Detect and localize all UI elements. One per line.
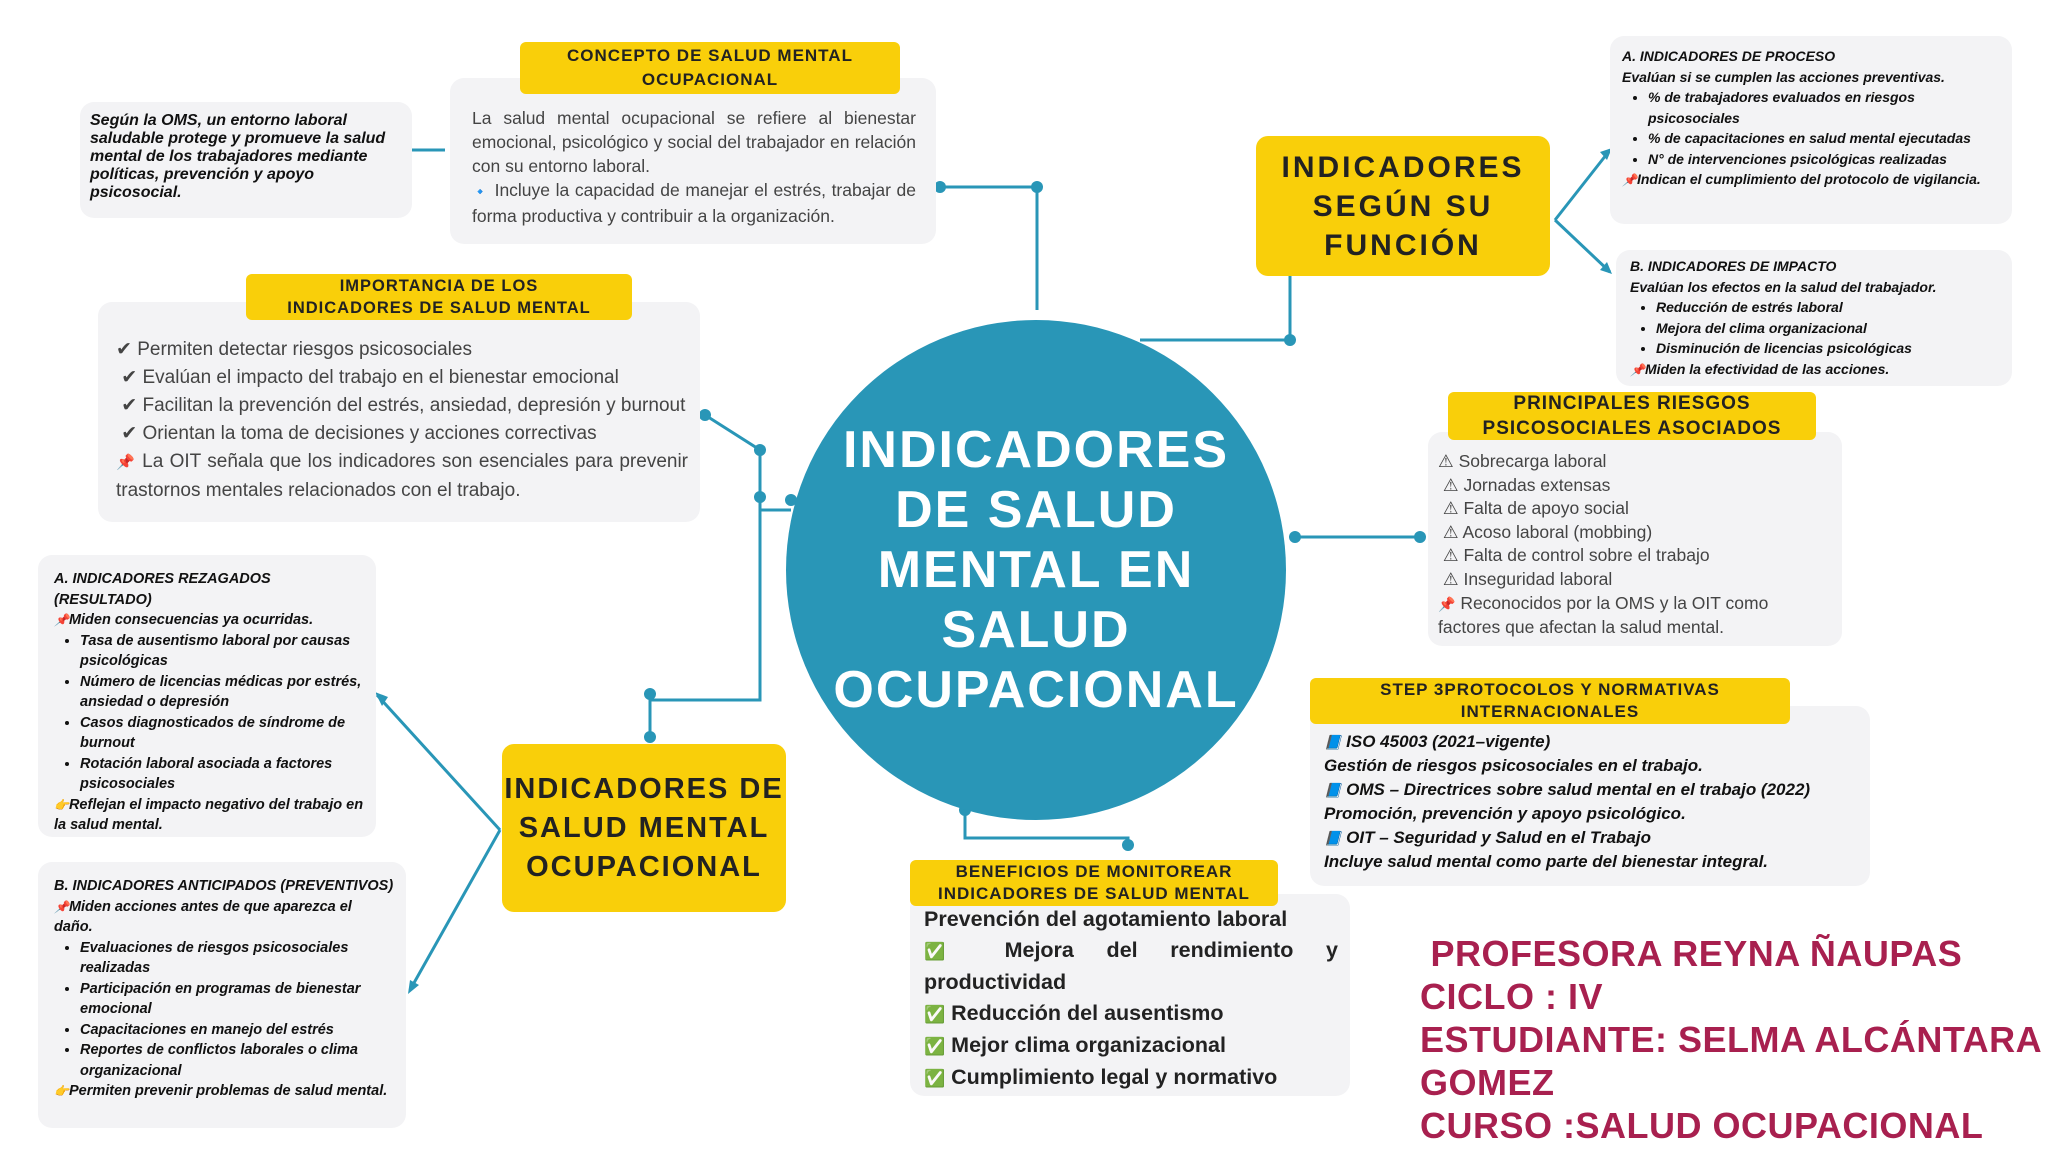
protocolo-desc: Promoción, prevención y apoyo psicológico. [1324,804,1686,823]
credits-line: CURSO :SALUD OCUPACIONAL [1420,1105,1984,1146]
beneficio-item: ✅ Cumplimiento legal y normativo [924,1065,1278,1089]
check-box-icon: ✅ [924,1069,946,1088]
check-icon: ✔ [121,423,138,444]
list-item: • Disminución de licencias psicológicas [1656,338,2000,359]
beneficio-first: Prevención del agotamiento laboral [924,907,1288,931]
pointing-hand-icon: 👉 [54,1084,69,1098]
pushpin-icon: 📌 [1438,595,1456,612]
list-item: • Evaluaciones de riesgos psicosociales realizadas [80,938,394,979]
concepto-paragraph-2: 🔹 Incluye la capacidad de manejar el estrés, trabajar de forma productiva y contribuir a la organización. [472,180,916,226]
importancia-item: ✔ Permiten detectar riesgos psicosociales [116,339,472,360]
protocolos-card [1310,706,1870,886]
importancia-title: IMPORTANCIA DE LOS INDICADORES DE SALUD MENTAL [246,274,632,320]
oms-note-text: Según la OMS, un entorno laboral saludable protege y promueve la salud mental de los trabajadores mediante políticas, prevención y apoyo psicosocial. [90,112,386,201]
riesgo-item: ⚠ Acoso laboral (mobbing) [1442,521,1653,542]
credits-block [1420,932,2042,1147]
warning-icon: ⚠ [1438,451,1454,471]
protocolo-head: 📘 ISO 45003 (2021–vigente) [1324,732,1551,751]
central-topic-line: MENTAL EN [877,541,1195,599]
anticipados-list [54,938,394,1082]
anticipados-title: B. INDICADORES ANTICIPADOS (PREVENTIVOS) [54,878,394,894]
riesgo-item: ⚠ Falta de control sobre el trabajo [1442,545,1710,566]
list-item: • % de capacitaciones en salud mental ejecutadas [1648,128,2000,149]
list-item: • Rotación laboral asociada a factores psicosociales [80,754,364,795]
list-item: • Capacitaciones en manejo del estrés [80,1020,394,1041]
anticipados-outro: 👉Permiten prevenir problemas de salud mental. [54,1083,388,1099]
impacto-outro: 📌Miden la efectividad de las acciones. [1630,360,1890,377]
indicadores-ocupacional-label: INDICADORES DE SALUD MENTAL OCUPACIONAL [502,744,786,912]
anticipados-card [38,862,406,1128]
protocolo-desc: Gestión de riesgos psicosociales en el trabajo. [1324,756,1703,775]
impacto-card [1616,250,2012,386]
beneficios-card [910,894,1350,1096]
check-icon: ✔ [121,367,138,388]
beneficio-item: ✅ Reducción del ausentismo [924,1001,1224,1025]
riesgos-card [1428,432,1842,646]
check-box-icon: ✅ [924,942,972,961]
beneficio-item: ✅ Mejora del rendimiento y productividad [924,938,1338,994]
warning-icon: ⚠ [1442,498,1459,519]
proceso-intro: Evalúan si se cumplen las acciones preventivas. [1622,68,1945,85]
importancia-item: ✔ Evalúan el impacto del trabajo en el bienestar emocional [121,367,619,388]
proceso-outro: 📌Indican el cumplimiento del protocolo de vigilancia. [1622,171,1981,187]
riesgo-item: ⚠ Sobrecarga laboral [1438,451,1607,471]
pushpin-icon: 📌 [116,454,136,471]
impacto-intro: Evalúan los efectos en la salud del trabajador. [1630,278,1937,295]
check-icon: ✔ [116,339,132,360]
pushpin-icon: 📌 [1622,173,1637,187]
credits-line: GOMEZ [1420,1062,1555,1103]
importancia-note: 📌 La OIT señala que los indicadores son esenciales para prevenir trastornos mentales relacionados con el trabajo. [116,451,688,501]
diamond-icon: 🔹 [472,184,489,199]
importancia-item: ✔ Facilitan la prevención del estrés, ansiedad, depresión y burnout [121,395,686,416]
list-item: • Casos diagnosticados de síndrome de burnout [80,713,364,754]
warning-icon: ⚠ [1442,545,1459,566]
rezagados-card [38,555,376,837]
protocolo-head: 📘 OMS – Directrices sobre salud mental en el trabajo (2022) [1324,780,1811,799]
protocolo-head: 📘 OIT – Seguridad y Salud en el Trabajo [1324,828,1651,847]
warning-icon: ⚠ [1442,568,1459,589]
list-item: • Participación en programas de bienestar emocional [80,979,394,1020]
check-icon: ✔ [121,395,138,416]
list-item: • Número de licencias médicas por estrés, ansiedad o depresión [80,672,364,713]
check-box-icon: ✅ [924,1005,946,1024]
list-item: • Reportes de conflictos laborales o clima organizacional [80,1040,394,1081]
book-icon: 📘 [1324,830,1342,846]
pushpin-icon: 📌 [54,613,69,627]
rezagados-outro: 👉Reflejan el impacto negativo del trabajo en la salud mental. [54,796,364,833]
credits-line: ESTUDIANTE: SELMA ALCÁNTARA [1420,1019,2043,1060]
list-item: • N° de intervenciones psicológicas realizadas [1648,149,2000,170]
oms-note-card [80,102,412,218]
pushpin-icon: 📌 [54,899,69,914]
central-topic-line: OCUPACIONAL [833,661,1239,719]
riesgos-note: 📌 Reconocidos por la OMS y la OIT como factores que afectan la salud mental. [1438,592,1769,638]
concepto-title: CONCEPTO DE SALUD MENTAL OCUPACIONAL [520,42,900,94]
riesgo-item: ⚠ Jornadas extensas [1442,474,1611,495]
list-item: • Tasa de ausentismo laboral por causas psicológicas [80,631,364,672]
riesgos-title: PRINCIPALES RIESGOS PSICOSOCIALES ASOCIADOS [1448,392,1816,440]
riesgo-item: ⚠ Falta de apoyo social [1442,498,1629,519]
central-topic-line: SALUD [941,601,1131,659]
beneficio-item: ✅ Mejor clima organizacional [924,1033,1226,1057]
book-icon: 📘 [1324,782,1342,798]
pushpin-icon: 📌 [1630,362,1645,377]
book-icon: 📘 [1324,734,1342,750]
beneficios-title: BENEFICIOS DE MONITOREAR INDICADORES DE SALUD MENTAL [910,860,1278,906]
list-item: • Reducción de estrés laboral [1656,297,2000,318]
protocolo-desc: Incluye salud mental como parte del bienestar integral. [1324,852,1769,871]
funcion-label: INDICADORES SEGÚN SU FUNCIÓN [1256,136,1550,276]
rezagados-intro: 📌Miden consecuencias ya ocurridas. [54,612,314,628]
central-topic-line: INDICADORES [842,421,1230,479]
protocolos-title: STEP 3PROTOCOLOS Y NORMATIVAS INTERNACIONALES [1310,678,1790,724]
impacto-list [1630,297,2000,359]
rezagados-list [54,631,364,795]
list-item: • % de trabajadores evaluados en riesgos psicosociales [1648,87,2000,128]
concepto-paragraph: La salud mental ocupacional se refiere al bienestar emocional, psicológico y social del trabajador en relación con su entorno laboral. [472,108,916,176]
riesgo-item: ⚠ Inseguridad laboral [1442,568,1613,589]
list-item: • Mejora del clima organizacional [1656,318,2000,339]
check-box-icon: ✅ [924,1037,946,1056]
pointing-hand-icon: 👉 [54,797,69,812]
proceso-list [1622,87,2000,169]
impacto-title: B. INDICADORES DE IMPACTO [1630,258,1837,274]
anticipados-intro: 📌Miden acciones antes de que aparezca el daño. [54,898,352,935]
proceso-title: A. INDICADORES DE PROCESO [1622,48,1836,64]
central-topic-circle [786,320,1286,820]
importancia-item: ✔ Orientan la toma de decisiones y acciones correctivas [121,423,597,444]
rezagados-title: A. INDICADORES REZAGADOS (RESULTADO) [54,571,271,608]
warning-icon: ⚠ [1442,521,1459,542]
proceso-card [1610,36,2012,224]
concepto-card [450,78,936,244]
importancia-card [98,302,700,522]
credits-line: CICLO : IV [1420,976,1603,1017]
central-topic-line: DE SALUD [895,481,1177,539]
warning-icon: ⚠ [1442,474,1459,495]
credits-line: PROFESORA REYNA ÑAUPAS [1420,933,1963,974]
